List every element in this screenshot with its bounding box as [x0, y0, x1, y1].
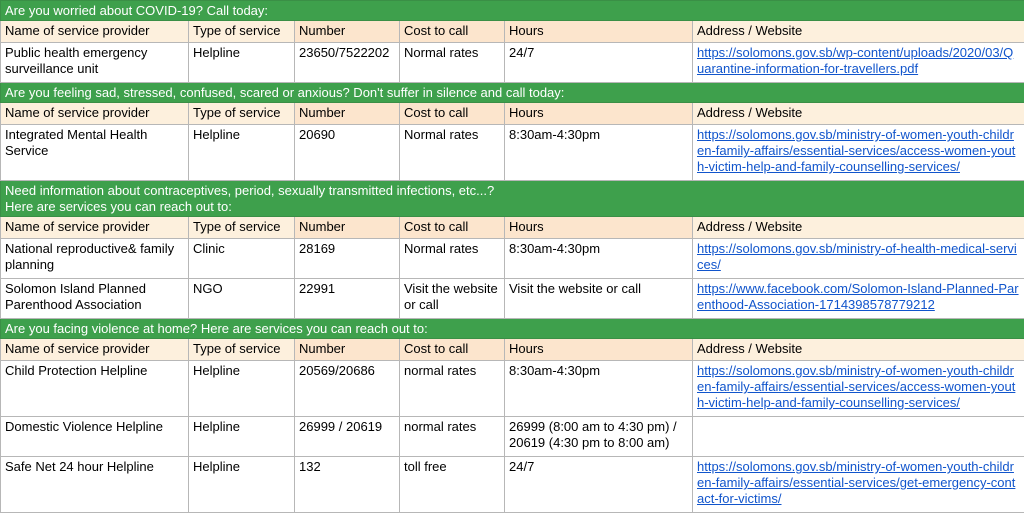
column-header: Type of service	[189, 339, 295, 361]
hours-cell: 24/7	[505, 457, 693, 513]
provider-name-cell: National reproductive& family planning	[1, 239, 189, 279]
column-header-row	[1, 217, 1024, 239]
hours-cell: 8:30am-4:30pm	[505, 239, 693, 279]
service-type-cell: Helpline	[189, 125, 295, 181]
section-title-line: Need information about contraceptives, period, sexually transmitted infections, etc...?	[5, 183, 495, 198]
website-cell	[693, 239, 1024, 279]
website-cell	[693, 417, 1024, 457]
website-link[interactable]: https://solomons.gov.sb/ministry-of-women-youth-children-family-affairs/essential-services/access-women-youth-victim-help-and-family-counselling-services/	[697, 363, 1016, 410]
column-header: Address / Website	[693, 217, 1024, 239]
number-cell: 23650/7522202	[295, 43, 400, 83]
column-header: Hours	[505, 21, 693, 43]
table-row	[1, 361, 1024, 417]
table-row	[1, 279, 1024, 319]
hours-cell: 8:30am-4:30pm	[505, 361, 693, 417]
hours-cell: Visit the website or call	[505, 279, 693, 319]
section-heading	[1, 83, 1024, 103]
provider-name-cell: Safe Net 24 hour Helpline	[1, 457, 189, 513]
section-title-line: Are you facing violence at home? Here are services you can reach out to:	[5, 321, 428, 336]
section-heading	[1, 181, 1024, 217]
column-header: Address / Website	[693, 103, 1024, 125]
service-type-cell: Helpline	[189, 457, 295, 513]
hours-cell: 26999 (8:00 am to 4:30 pm) / 20619 (4:30 pm to 8:00 am)	[505, 417, 693, 457]
section-title-line: Are you feeling sad, stressed, confused, scared or anxious? Don't suffer in silence and call today:	[5, 85, 565, 100]
column-header: Number	[295, 217, 400, 239]
service-type-cell: Helpline	[189, 361, 295, 417]
website-link[interactable]: https://www.facebook.com/Solomon-Island-Planned-Parenthood-Association-1714398578779212	[697, 281, 1019, 312]
section-title	[1, 83, 1024, 103]
column-header-row	[1, 339, 1024, 361]
column-header: Type of service	[189, 217, 295, 239]
provider-name-cell: Domestic Violence Helpline	[1, 417, 189, 457]
number-cell: 22991	[295, 279, 400, 319]
website-link[interactable]: https://solomons.gov.sb/ministry-of-health-medical-services/	[697, 241, 1017, 272]
cost-cell: toll free	[400, 457, 505, 513]
section-subtitle-line: Here are services you can reach out to:	[5, 199, 232, 214]
services-table-body	[1, 1, 1024, 513]
website-cell	[693, 43, 1024, 83]
column-header: Hours	[505, 103, 693, 125]
website-cell	[693, 361, 1024, 417]
column-header: Name of service provider	[1, 339, 189, 361]
provider-name-cell: Solomon Island Planned Parenthood Association	[1, 279, 189, 319]
number-cell: 20690	[295, 125, 400, 181]
column-header-row	[1, 21, 1024, 43]
column-header: Name of service provider	[1, 217, 189, 239]
column-header: Number	[295, 21, 400, 43]
website-link[interactable]: https://solomons.gov.sb/ministry-of-women-youth-children-family-affairs/essential-services/access-women-youth-victim-help-and-family-counselling-services/	[697, 127, 1016, 174]
column-header: Cost to call	[400, 103, 505, 125]
provider-name-cell: Child Protection Helpline	[1, 361, 189, 417]
table-row	[1, 417, 1024, 457]
section-title	[1, 1, 1024, 21]
service-type-cell: Helpline	[189, 417, 295, 457]
website-link[interactable]: https://solomons.gov.sb/wp-content/uploads/2020/03/Quarantine-information-for-travellers.pdf	[697, 45, 1014, 76]
cost-cell: Normal rates	[400, 125, 505, 181]
column-header: Hours	[505, 217, 693, 239]
column-header: Name of service provider	[1, 21, 189, 43]
section-heading	[1, 319, 1024, 339]
column-header: Cost to call	[400, 339, 505, 361]
table-row	[1, 457, 1024, 513]
column-header: Type of service	[189, 21, 295, 43]
website-cell	[693, 279, 1024, 319]
provider-name-cell: Public health emergency surveillance unit	[1, 43, 189, 83]
number-cell: 20569/20686	[295, 361, 400, 417]
cost-cell: Normal rates	[400, 239, 505, 279]
website-cell	[693, 457, 1024, 513]
website-cell	[693, 125, 1024, 181]
cost-cell: Normal rates	[400, 43, 505, 83]
cost-cell: Visit the website or call	[400, 279, 505, 319]
number-cell: 26999 / 20619	[295, 417, 400, 457]
cost-cell: normal rates	[400, 361, 505, 417]
section-title	[1, 319, 1024, 339]
column-header: Name of service provider	[1, 103, 189, 125]
hours-cell: 24/7	[505, 43, 693, 83]
service-type-cell: NGO	[189, 279, 295, 319]
column-header: Type of service	[189, 103, 295, 125]
number-cell: 132	[295, 457, 400, 513]
column-header-row	[1, 103, 1024, 125]
service-type-cell: Helpline	[189, 43, 295, 83]
hours-cell: 8:30am-4:30pm	[505, 125, 693, 181]
section-heading	[1, 1, 1024, 21]
column-header: Cost to call	[400, 21, 505, 43]
service-type-cell: Clinic	[189, 239, 295, 279]
column-header: Cost to call	[400, 217, 505, 239]
table-row	[1, 239, 1024, 279]
table-row	[1, 43, 1024, 83]
column-header: Address / Website	[693, 21, 1024, 43]
number-cell: 28169	[295, 239, 400, 279]
provider-name-cell: Integrated Mental Health Service	[1, 125, 189, 181]
column-header: Hours	[505, 339, 693, 361]
section-title-line: Are you worried about COVID-19? Call today:	[5, 3, 269, 18]
section-title	[1, 181, 1024, 217]
column-header: Address / Website	[693, 339, 1024, 361]
website-link[interactable]: https://solomons.gov.sb/ministry-of-women-youth-children-family-affairs/essential-services/get-emergency-contact-for-victims/	[697, 459, 1016, 506]
column-header: Number	[295, 339, 400, 361]
column-header: Number	[295, 103, 400, 125]
cost-cell: normal rates	[400, 417, 505, 457]
table-row	[1, 125, 1024, 181]
